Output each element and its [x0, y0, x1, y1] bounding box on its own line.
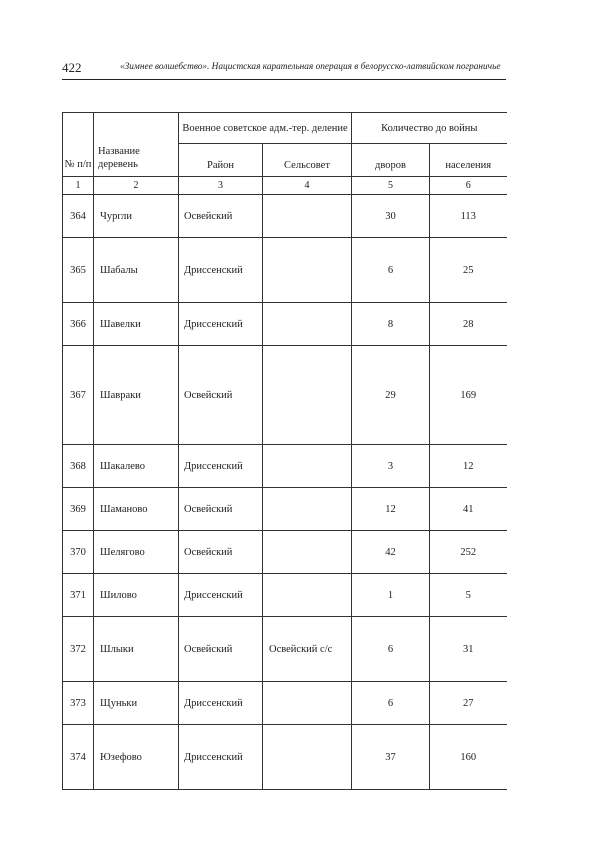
village-name: Шелягово — [94, 531, 179, 574]
village-name: Шакалево — [94, 445, 179, 488]
households: 6 — [352, 238, 430, 303]
row-number: 364 — [63, 195, 94, 238]
column-index-row — [63, 177, 507, 195]
row-number: 371 — [63, 574, 94, 617]
households: 3 — [352, 445, 430, 488]
table-row — [63, 682, 507, 725]
column-index: 1 — [63, 177, 94, 195]
selsovet — [263, 195, 352, 238]
row-number: 369 — [63, 488, 94, 531]
population: 169 — [430, 346, 507, 445]
column-index: 3 — [179, 177, 263, 195]
population: 252 — [430, 531, 507, 574]
households: 12 — [352, 488, 430, 531]
page-number: 422 — [62, 60, 82, 75]
table-row — [63, 574, 507, 617]
population: 12 — [430, 445, 507, 488]
table-row — [63, 195, 507, 238]
district: Освейский — [179, 346, 263, 445]
households: 37 — [352, 725, 430, 790]
row-number: 366 — [63, 303, 94, 346]
village-name: Чургли — [94, 195, 179, 238]
village-name: Щуньки — [94, 682, 179, 725]
row-number: 372 — [63, 617, 94, 682]
header-rule — [62, 79, 506, 80]
village-name: Шилово — [94, 574, 179, 617]
selsovet — [263, 488, 352, 531]
population: 41 — [430, 488, 507, 531]
selsovet — [263, 531, 352, 574]
selsovet — [263, 682, 352, 725]
households: 6 — [352, 617, 430, 682]
header-village-name: Название деревень — [94, 113, 179, 177]
district: Освейский — [179, 617, 263, 682]
village-name: Шлыки — [94, 617, 179, 682]
header-selsovet: Сельсовет — [263, 144, 352, 177]
population: 31 — [430, 617, 507, 682]
district: Дриссенский — [179, 303, 263, 346]
district: Дриссенский — [179, 682, 263, 725]
population: 113 — [430, 195, 507, 238]
table-row — [63, 617, 507, 682]
village-name: Шавелки — [94, 303, 179, 346]
header-military-division: Военное советское адм.-тер. деление — [179, 113, 352, 144]
table-row — [63, 725, 507, 790]
households: 42 — [352, 531, 430, 574]
population: 5 — [430, 574, 507, 617]
row-number: 374 — [63, 725, 94, 790]
households: 6 — [352, 682, 430, 725]
selsovet — [263, 346, 352, 445]
table-row — [63, 303, 507, 346]
village-name: Шаманово — [94, 488, 179, 531]
village-name: Шабалы — [94, 238, 179, 303]
households: 1 — [352, 574, 430, 617]
table-row — [63, 346, 507, 445]
selsovet: Освейский с/с — [263, 617, 352, 682]
column-index: 5 — [352, 177, 430, 195]
row-number: 367 — [63, 346, 94, 445]
header-prewar-count: Количество до войны — [352, 113, 507, 144]
population: 160 — [430, 725, 507, 790]
district: Освейский — [179, 488, 263, 531]
population: 27 — [430, 682, 507, 725]
district: Дриссенский — [179, 238, 263, 303]
selsovet — [263, 445, 352, 488]
villages-table — [62, 112, 507, 790]
row-number: 373 — [63, 682, 94, 725]
page-header — [62, 58, 506, 78]
header-district: Район — [179, 144, 263, 177]
column-index: 2 — [94, 177, 179, 195]
village-name: Юзефово — [94, 725, 179, 790]
population: 25 — [430, 238, 507, 303]
households: 8 — [352, 303, 430, 346]
district: Освейский — [179, 531, 263, 574]
selsovet — [263, 574, 352, 617]
selsovet — [263, 725, 352, 790]
table-row — [63, 531, 507, 574]
column-index: 6 — [430, 177, 507, 195]
header-population: населения — [430, 144, 507, 177]
table-row — [63, 238, 507, 303]
population: 28 — [430, 303, 507, 346]
row-number: 370 — [63, 531, 94, 574]
row-number: 368 — [63, 445, 94, 488]
row-number: 365 — [63, 238, 94, 303]
header-households: дворов — [352, 144, 430, 177]
header-num: № п/п — [63, 113, 94, 177]
table-row — [63, 488, 507, 531]
running-title: «Зимнее волшебство». Нацистская карательная операция в белорусско-латвийском пограничье — [120, 62, 501, 72]
district: Дриссенский — [179, 725, 263, 790]
households: 29 — [352, 346, 430, 445]
selsovet — [263, 303, 352, 346]
selsovet — [263, 238, 352, 303]
households: 30 — [352, 195, 430, 238]
district: Дриссенский — [179, 574, 263, 617]
district: Дриссенский — [179, 445, 263, 488]
table-row — [63, 445, 507, 488]
district: Освейский — [179, 195, 263, 238]
village-name: Шавраки — [94, 346, 179, 445]
column-index: 4 — [263, 177, 352, 195]
